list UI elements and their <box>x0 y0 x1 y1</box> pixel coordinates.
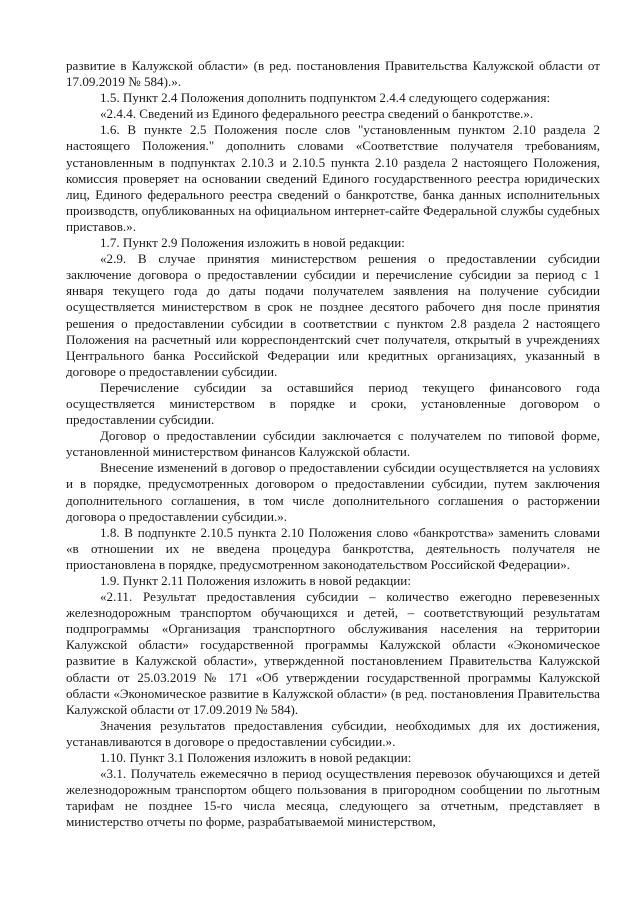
paragraph-2-9: «2.9. В случае принятия министерством решения о предоставлении субсидии заключение договора о предоставлении субсидии и перечисление субсидии за период с 1 января текущего года до даты подачи получателем заявления на получение субсидии осуществляется министерством в срок не позднее десятого рабочего дня после принятия решения о предоставлении субсидии в соответствии с пунктом 2.8 раздела 2 настоящего Положения на расчетный или корреспондентский счет получателя, открытый в учреждениях Центрального банка Российской Федерации или кредитных организациях, указанный в договоре о предоставлении субсидии. <box>66 251 600 379</box>
paragraph-1-9: 1.9. Пункт 2.11 Положения изложить в новой редакции: <box>100 573 411 588</box>
paragraph-contract: Договор о предоставлении субсидии заключается с получателем по типовой форме, установленной министерством финансов Калужской области. <box>66 428 600 460</box>
paragraph-1-7: 1.7. Пункт 2.9 Положения изложить в новой редакции: <box>100 235 405 251</box>
paragraph-1-8: 1.8. В подпункте 2.10.5 пункта 2.10 Положения слово «банкротства» заменить словами «в отношении их не введена процедура банкротства, деятельность получателя не приостановлена в порядке, предусмотренном законодательством Российской Федерации». <box>66 524 600 572</box>
paragraph-1-5: 1.5. Пункт 2.4 Положения дополнить подпунктом 2.4.4 следующего содержания: <box>100 90 551 106</box>
paragraph-result-values: Значения результатов предоставления субсидии, необходимых для их достижения, устанавливаются в договоре о предоставлении субсидии.». <box>66 717 600 749</box>
document-page <box>66 58 600 831</box>
paragraph-3-1: «3.1. Получатель ежемесячно в период осуществления перевозок обучающихся и детей железнодорожным транспортом общего пользования в пригородном сообщении по льготным тарифам не позднее 15-го числа месяца, следующего за отчетным, представляет в министерство отчеты по форме, разрабатываемой министерством, <box>66 766 600 830</box>
paragraph-1-6: 1.6. В пункте 2.5 Положения после слов "установленным пунктом 2.10 раздела 2 настоящего Положения." дополнить словами «Соответствие получателя требованиям, установленным в подпунктах 2.10.3 и 2.10.5 пункта 2.10 раздела 2 настоящего Положения, комиссия проверяет на основании сведений Единого государственного реестра юридических лиц, Единого федерального реестра сведений о банкротстве, банка данных исполнительных производств, опубликованных на официальном интернет-сайте Федеральной службы судебных приставов.». <box>66 122 600 234</box>
paragraph-1-10: 1.10. Пункт 3.1 Положения изложить в новой редакции: <box>100 750 412 766</box>
paragraph-amendments: Внесение изменений в договор о предоставлении субсидии осуществляется на условиях и в порядке, предусмотренных договором о предоставлении субсидии, путем заключения дополнительного соглашения, в том числе дополнительного соглашения о расторжении договора о предоставлении субсидии.». <box>66 460 600 524</box>
paragraph-transfer: Перечисление субсидии за оставшийся период текущего финансового года осуществляется министерством в порядке и сроки, установленные договором о предоставлении субсидии. <box>66 379 600 428</box>
paragraph-1-continuation: развитие в Калужской области» (в ред. постановления Правительства Калужской области от 17.09.2019 № 584).». <box>66 58 600 90</box>
paragraph-2-4-4: «2.4.4. Сведений из Единого федерального реестра сведений о банкротстве.». <box>100 106 534 122</box>
paragraph-2-11: «2.11. Результат предоставления субсидии – количество ежегодно перевезенных железнодорожным транспортом обучающихся и детей, – соответствующий результатам подпрограммы «Организация транспортного обслуживания населения на территории Калужской области» государственной программы Калужской области «Экономическое развитие в Калужской области», утвержденной постановлением Правительства Калужской области от 25.03.2019 № 171 «Об утверждении государственной программы Калужской области «Экономическое развитие в Калужской области» (в ред. постановления Правительства Калужской области от 17.09.2019 № 584). <box>66 589 600 717</box>
